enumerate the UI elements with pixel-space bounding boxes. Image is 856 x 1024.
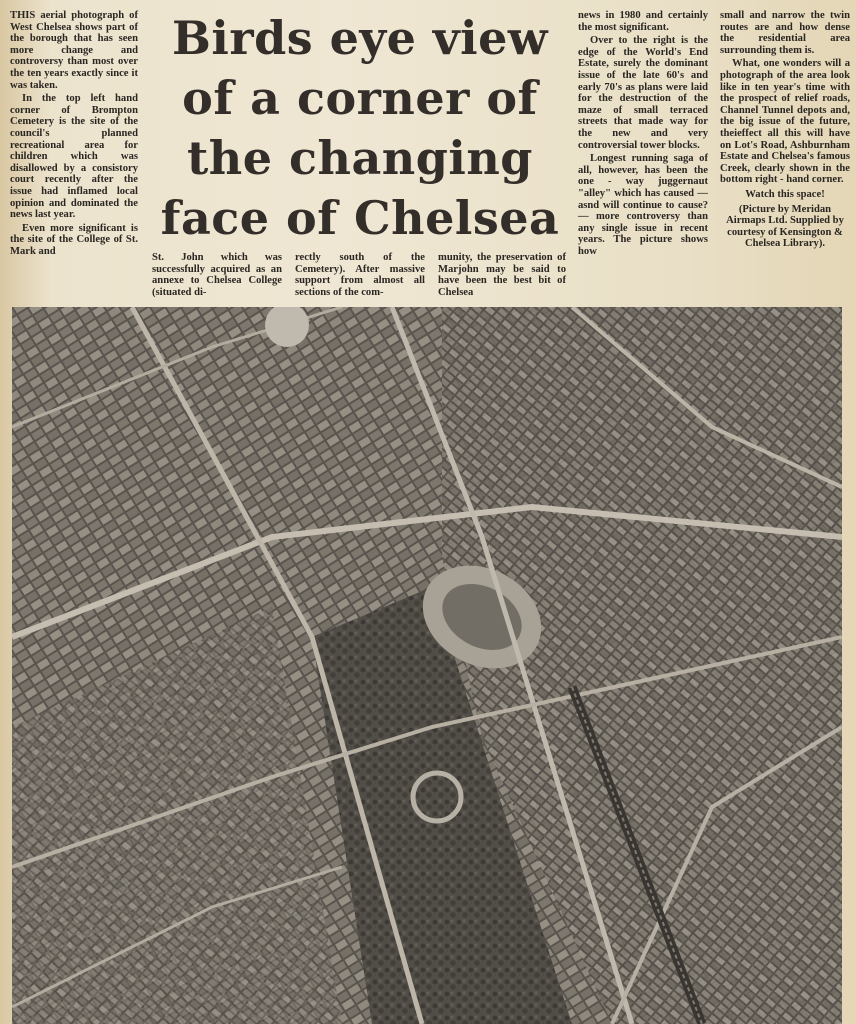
headline	[160, 8, 560, 248]
headline-line: of a corner of	[182, 71, 538, 125]
article-paragraph: small and narrow the twin routes are and how dense the residential area surrounding them is.	[720, 10, 850, 56]
headline-line: Birds eye view	[171, 11, 548, 65]
picture-credit: (Picture by Meridan Airmaps Ltd. Supplied by courtesy of Kensington & Chelsea Library).	[726, 203, 844, 250]
article-paragraph: In the top left hand corner of Brompton Cemetery is the site of the council's planned recreational area for children which was disallowed by a consistory court recently after the issue had inflamed local opinion and dominated the news last year.	[10, 93, 138, 221]
article-paragraph: THIS aerial photograph of West Chelsea shows part of the borough that has seen more change and controversy than most over the ten years exactly since it was taken.	[10, 10, 138, 91]
article-paragraph: Over to the right is the edge of the World's End Estate, surely the dominant issue of the late 60's and early 70's as plans were laid for the destruction of the maze of small terraced streets that made way for the new and very controversial tower blocks.	[578, 35, 708, 151]
headline-line: the changing	[187, 131, 533, 185]
article-paragraph: news in 1980 and certainly the most significant.	[578, 10, 708, 33]
headline-line: face of Chelsea	[160, 191, 560, 245]
article-column-2	[152, 252, 282, 298]
article-column-1	[10, 10, 138, 257]
article-column-4	[438, 252, 566, 298]
article-column-6	[720, 10, 850, 250]
article-paragraph: St. John which was successfully acquired as an annexe to Chelsea College (situated di-	[152, 252, 282, 298]
aerial-photograph	[12, 307, 842, 1024]
article-column-3	[295, 252, 425, 298]
article-column-5	[578, 10, 708, 257]
article-paragraph: rectly south of the Cemetery). After massive support from almost all sections of the com-	[295, 252, 425, 298]
aerial-photo-image	[12, 307, 842, 1024]
article-paragraph: Longest running saga of all, however, has been the one - way juggernaut "alley" which has caused — asnd will continue to cause? — more controversy than any single issue in recent years. The picture shows how	[578, 153, 708, 257]
article-paragraph: What, one wonders will a photograph of the area look like in ten year's time with the prospect of relief roads, Channel Tunnel depots and, the big issue of the future, theieffect all this will have on Lot's Road, Ashburnham Estate and Chelsea's famous Creek, clearly shown in the bottom right - hand corner.	[720, 58, 850, 186]
article-paragraph: munity, the preservation of Marjohn may be said to have been the best bit of Chelsea	[438, 252, 566, 298]
watch-this-space: Watch this space!	[745, 188, 825, 200]
article-paragraph: Even more significant is the site of the College of St. Mark and	[10, 222, 138, 257]
